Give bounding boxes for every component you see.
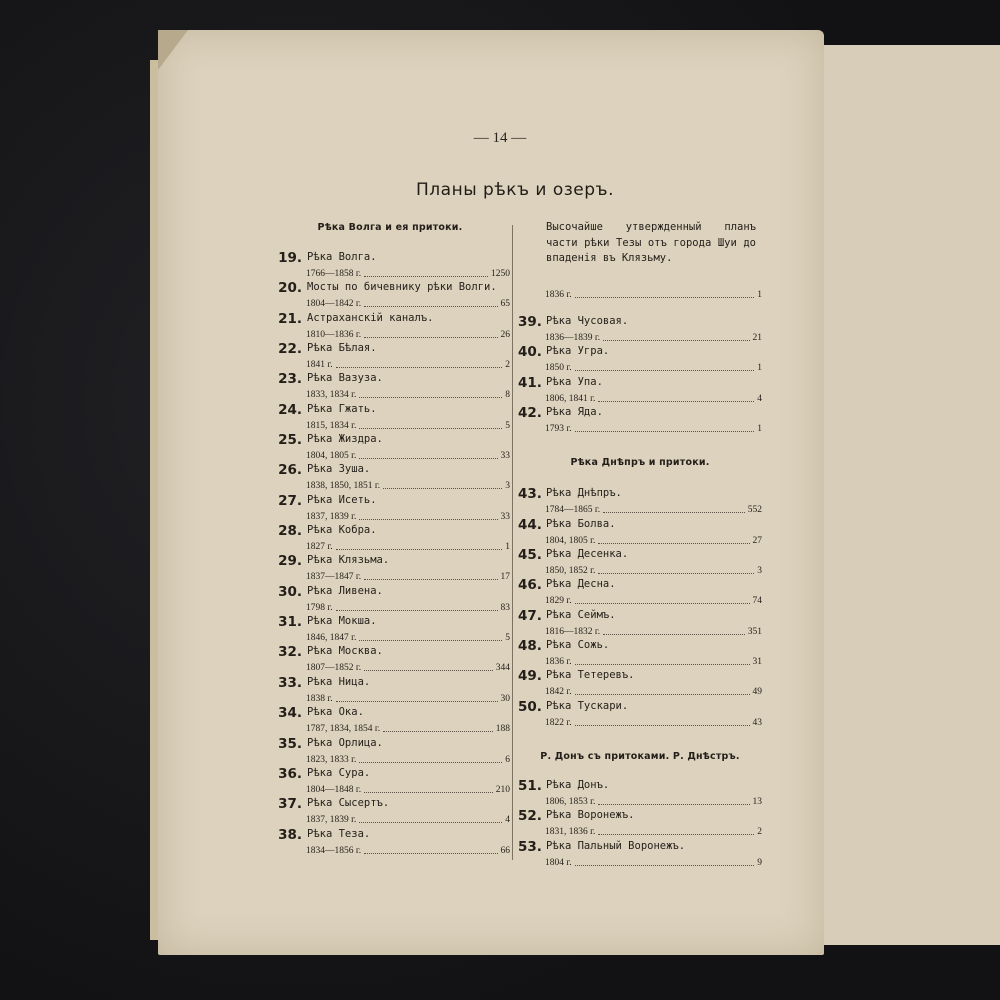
entry-number: 29. xyxy=(278,553,302,570)
leader-dots xyxy=(598,542,749,544)
entry-meta xyxy=(545,685,762,697)
entry-years: 1829 г. xyxy=(545,596,572,607)
entry-number: 32. xyxy=(278,644,302,661)
entry-name: Рѣка Клязьма. xyxy=(307,554,390,567)
entry-years: 1834—1856 г. xyxy=(306,845,362,856)
section-heading-don: Р. Донъ съ притоками. Р. Днѣстръ. xyxy=(540,751,740,763)
section-heading-volga: Рѣка Волга и ея притоки. xyxy=(317,222,463,233)
entry-years: 1838, 1850, 1851 г. xyxy=(306,481,381,492)
list-item xyxy=(518,699,762,729)
entry-years: 1807—1852 г. xyxy=(306,663,362,674)
leader-dots xyxy=(364,852,497,854)
entry-count: 43 xyxy=(752,717,762,728)
entry-meta xyxy=(306,297,510,309)
entry-count: 1 xyxy=(757,424,762,435)
entry-count: 17 xyxy=(500,572,510,583)
entry-name: Рѣка Гжать. xyxy=(307,402,377,415)
entry-number: 40. xyxy=(518,344,542,361)
leader-dots xyxy=(575,693,750,695)
entry-count: 210 xyxy=(495,784,510,795)
entry-name: Рѣка Жиздра. xyxy=(307,433,383,446)
list-item xyxy=(270,280,510,310)
entry-years: 1806, 1841 г. xyxy=(545,393,596,404)
entry-years: 1838 г. xyxy=(306,693,333,704)
entry-meta xyxy=(545,625,762,637)
leader-dots xyxy=(575,430,755,432)
entry-count: 1 xyxy=(505,542,510,553)
facing-page xyxy=(818,45,1000,945)
leader-dots xyxy=(336,700,498,702)
leader-dots xyxy=(364,578,497,580)
leader-dots xyxy=(575,663,750,665)
intro-years: 1836 г. xyxy=(545,290,572,300)
entry-number: 26. xyxy=(278,462,302,479)
entry-name: Рѣка Ливена. xyxy=(307,584,383,597)
list-item xyxy=(518,668,762,698)
page-number: — 14 — xyxy=(473,130,527,146)
column-divider xyxy=(512,225,513,860)
list-item xyxy=(270,644,510,674)
leader-dots xyxy=(598,400,754,402)
entry-name: Рѣка Бѣлая. xyxy=(307,342,377,355)
entry-number: 50. xyxy=(518,698,542,715)
entry-count: 26 xyxy=(500,329,510,340)
entry-count: 188 xyxy=(495,724,510,735)
list-item xyxy=(270,523,510,553)
entry-years: 1766—1858 г. xyxy=(306,269,362,279)
entry-count: 65 xyxy=(500,299,510,310)
entry-name: Рѣка Тускари. xyxy=(546,699,629,712)
entry-meta xyxy=(545,361,762,373)
entry-meta xyxy=(545,392,762,404)
entry-meta xyxy=(306,267,510,279)
entry-years: 1831, 1836 г. xyxy=(545,827,596,838)
entry-count: 344 xyxy=(495,663,510,674)
entry-number: 33. xyxy=(278,674,302,691)
entry-count: 74 xyxy=(752,596,762,607)
entry-number: 19. xyxy=(278,250,302,266)
entry-years: 1836—1839 г. xyxy=(545,333,601,343)
entry-years: 1798 г. xyxy=(306,602,333,613)
entry-years: 1823, 1833 г. xyxy=(306,754,357,765)
entry-years: 1804—1848 г. xyxy=(306,784,362,795)
entry-meta xyxy=(545,534,762,546)
leader-dots xyxy=(364,791,493,793)
list-item xyxy=(270,827,510,857)
entry-name: Рѣка Пальный Воронежъ. xyxy=(546,839,686,852)
leader-dots xyxy=(359,639,502,641)
leader-dots xyxy=(603,511,745,513)
entry-meta xyxy=(306,813,510,825)
entry-count: 3 xyxy=(757,566,762,577)
entry-number: 53. xyxy=(518,838,542,855)
leader-dots xyxy=(336,609,498,611)
entry-count: 1250 xyxy=(491,269,510,279)
entry-number: 38. xyxy=(278,826,302,843)
leader-dots xyxy=(359,761,502,763)
leader-dots xyxy=(359,821,502,823)
entry-number: 21. xyxy=(278,310,302,327)
entry-count: 31 xyxy=(752,657,762,668)
entry-years: 1842 г. xyxy=(545,687,572,698)
entry-years: 1804 г. xyxy=(545,857,572,868)
entry-meta xyxy=(545,503,762,515)
entry-count: 33 xyxy=(500,511,510,522)
entry-meta xyxy=(545,594,762,606)
list-item xyxy=(270,432,510,462)
entry-meta xyxy=(306,479,510,491)
entry-meta xyxy=(545,825,762,837)
entry-name: Рѣка Вазуза. xyxy=(307,372,383,385)
entry-number: 27. xyxy=(278,492,302,509)
entry-years: 1833, 1834 г. xyxy=(306,390,357,401)
entry-meta xyxy=(306,783,510,795)
entry-name: Рѣка Угра. xyxy=(546,345,610,358)
entry-name: Рѣка Орлица. xyxy=(307,736,383,749)
entry-number: 41. xyxy=(518,374,542,391)
list-item xyxy=(270,705,510,735)
entry-meta xyxy=(306,419,510,431)
list-item xyxy=(270,250,510,280)
list-item xyxy=(518,577,762,607)
entry-meta xyxy=(306,661,510,673)
entry-number: 22. xyxy=(278,341,302,358)
leader-dots xyxy=(336,366,503,368)
intro-entry xyxy=(518,216,762,314)
entry-meta xyxy=(306,449,510,461)
entry-name: Рѣка Десна. xyxy=(546,578,616,591)
leader-dots xyxy=(598,803,749,805)
right-entries-list-b xyxy=(518,486,762,729)
entry-name: Рѣка Десенка. xyxy=(546,548,629,561)
entry-name: Рѣка Волга. xyxy=(307,251,377,263)
entry-name: Мосты по бичевнику рѣки Волги. xyxy=(307,281,497,294)
leader-dots xyxy=(575,369,755,371)
entry-count: 13 xyxy=(752,797,762,808)
entry-number: 36. xyxy=(278,765,302,782)
entry-count: 5 xyxy=(505,420,510,431)
entry-number: 51. xyxy=(518,778,542,795)
entry-meta xyxy=(545,564,762,576)
entry-number: 31. xyxy=(278,614,302,631)
leader-dots xyxy=(603,633,745,635)
entry-name: Астраханскій каналъ. xyxy=(307,311,434,324)
intro-text: Высочайше утвержденный планъ части рѣки Тезы отъ города Шуи до впаденія въ Клязьму. xyxy=(546,221,756,264)
list-item xyxy=(270,553,510,583)
list-item xyxy=(518,608,762,638)
entry-count: 27 xyxy=(752,535,762,546)
entry-meta xyxy=(545,655,762,667)
entry-years: 1793 г. xyxy=(545,424,572,435)
entry-years: 1815, 1834 г. xyxy=(306,420,357,431)
list-item xyxy=(518,517,762,547)
entry-years: 1787, 1834, 1854 г. xyxy=(306,724,381,735)
leader-dots xyxy=(359,427,502,429)
list-item xyxy=(270,584,510,614)
entry-name: Рѣка Сура. xyxy=(307,766,371,779)
list-item xyxy=(518,486,762,516)
leader-dots xyxy=(359,457,497,459)
list-item xyxy=(270,311,510,341)
entry-years: 1850, 1852 г. xyxy=(545,566,596,577)
entry-meta xyxy=(306,510,510,522)
entry-meta xyxy=(545,795,762,807)
list-item xyxy=(270,462,510,492)
entry-count: 4 xyxy=(505,815,510,826)
entry-number: 52. xyxy=(518,808,542,825)
entry-name: Рѣка Сеймъ. xyxy=(546,608,616,621)
list-item xyxy=(270,371,510,401)
intro-meta xyxy=(545,288,762,300)
entry-count: 83 xyxy=(500,602,510,613)
entry-name: Рѣка Днѣпръ. xyxy=(546,487,622,500)
entry-name: Рѣка Зуша. xyxy=(307,463,371,476)
list-item xyxy=(270,341,510,371)
entry-meta xyxy=(306,358,510,370)
entry-name: Рѣка Исеть. xyxy=(307,493,377,506)
entry-count: 4 xyxy=(757,393,762,404)
entry-years: 1827 г. xyxy=(306,542,333,553)
entry-meta xyxy=(306,328,510,340)
list-item xyxy=(270,493,510,523)
list-item xyxy=(270,402,510,432)
entry-count: 66 xyxy=(500,845,510,856)
leader-dots xyxy=(575,602,750,604)
entry-number: 45. xyxy=(518,547,542,564)
entry-count: 552 xyxy=(747,505,762,516)
entry-meta xyxy=(545,716,762,728)
entry-years: 1804—1842 г. xyxy=(306,299,362,310)
entry-years: 1810—1836 г. xyxy=(306,329,362,340)
entry-meta xyxy=(306,844,510,856)
right-entries-list-c xyxy=(518,778,762,869)
entry-number: 34. xyxy=(278,705,302,722)
leader-dots xyxy=(336,548,503,550)
list-item xyxy=(270,614,510,644)
entry-name: Рѣка Упа. xyxy=(546,375,603,388)
entry-name: Рѣка Воронежъ. xyxy=(546,809,635,822)
leader-dots xyxy=(603,339,749,341)
entry-number: 20. xyxy=(278,280,302,297)
entry-number: 43. xyxy=(518,486,542,503)
entry-number: 23. xyxy=(278,371,302,388)
entry-name: Рѣка Болва. xyxy=(546,517,616,530)
entry-years: 1816—1832 г. xyxy=(545,626,601,637)
entry-meta xyxy=(306,753,510,765)
leader-dots xyxy=(598,572,754,574)
entry-count: 49 xyxy=(752,687,762,698)
entry-name: Рѣка Ока. xyxy=(307,706,364,719)
entry-name: Рѣка Москва. xyxy=(307,645,383,658)
entry-name: Рѣка Теза. xyxy=(307,827,371,840)
entry-meta xyxy=(306,722,510,734)
entry-count: 6 xyxy=(505,754,510,765)
entry-years: 1846, 1847 г. xyxy=(306,633,357,644)
entry-years: 1804, 1805 г. xyxy=(545,535,596,546)
leader-dots xyxy=(364,305,497,307)
entry-count: 5 xyxy=(505,633,510,644)
entry-years: 1804, 1805 г. xyxy=(306,451,357,462)
list-item xyxy=(518,405,762,435)
entry-number: 42. xyxy=(518,405,542,422)
entry-number: 24. xyxy=(278,401,302,418)
list-item xyxy=(270,675,510,705)
entry-number: 44. xyxy=(518,516,542,533)
entry-name: Рѣка Чусовая. xyxy=(546,315,629,327)
list-item xyxy=(518,839,762,869)
entry-number: 30. xyxy=(278,583,302,600)
list-item xyxy=(518,778,762,808)
entry-count: 3 xyxy=(505,481,510,492)
leader-dots xyxy=(364,275,488,277)
leader-dots xyxy=(383,487,502,489)
entry-number: 39. xyxy=(518,314,542,330)
leader-dots xyxy=(575,296,755,298)
entry-name: Рѣка Ница. xyxy=(307,675,371,688)
entry-number: 37. xyxy=(278,796,302,813)
leader-dots xyxy=(364,669,493,671)
entry-meta xyxy=(306,601,510,613)
list-item xyxy=(518,547,762,577)
entry-name: Рѣка Сожь. xyxy=(546,639,610,652)
list-item xyxy=(518,638,762,668)
entry-name: Рѣка Донъ. xyxy=(546,779,610,792)
entry-number: 35. xyxy=(278,735,302,752)
list-item xyxy=(518,314,762,344)
leader-dots xyxy=(598,833,754,835)
entry-count: 30 xyxy=(500,693,510,704)
left-entries-list xyxy=(270,250,510,857)
entry-count: 2 xyxy=(505,360,510,371)
entry-name: Рѣка Кобра. xyxy=(307,524,377,537)
entry-count: 21 xyxy=(752,333,762,343)
leader-dots xyxy=(575,864,755,866)
entry-meta xyxy=(545,331,762,343)
list-item xyxy=(518,344,762,374)
entry-name: Рѣка Яда. xyxy=(546,406,603,419)
entry-name: Рѣка Тетеревъ. xyxy=(546,669,635,682)
entry-number: 49. xyxy=(518,668,542,685)
entry-number: 47. xyxy=(518,607,542,624)
entry-meta xyxy=(306,540,510,552)
leader-dots xyxy=(383,730,493,732)
right-entries-list-a xyxy=(518,314,762,435)
entry-years: 1837, 1839 г. xyxy=(306,511,357,522)
entry-count: 2 xyxy=(757,827,762,838)
entry-meta xyxy=(306,388,510,400)
entry-years: 1836 г. xyxy=(545,657,572,668)
entry-count: 8 xyxy=(505,390,510,401)
entry-name: Рѣка Сысертъ. xyxy=(307,797,390,810)
left-column xyxy=(270,222,510,857)
entry-name: Рѣка Мокша. xyxy=(307,615,377,628)
entry-number: 46. xyxy=(518,577,542,594)
entry-years: 1806, 1853 г. xyxy=(545,797,596,808)
list-item xyxy=(270,796,510,826)
entry-number: 28. xyxy=(278,523,302,540)
page-title: Планы рѣкъ и озеръ. xyxy=(416,180,614,200)
list-item xyxy=(518,808,762,838)
leader-dots xyxy=(359,396,502,398)
list-item xyxy=(518,375,762,405)
entry-years: 1841 г. xyxy=(306,360,333,371)
entry-meta xyxy=(545,856,762,868)
entry-count: 1 xyxy=(757,363,762,374)
entry-meta xyxy=(545,422,762,434)
intro-count: 1 xyxy=(757,290,762,300)
entry-meta xyxy=(306,631,510,643)
entry-years: 1837—1847 г. xyxy=(306,572,362,583)
entry-years: 1784—1865 г. xyxy=(545,505,601,516)
entry-meta xyxy=(306,692,510,704)
leader-dots xyxy=(359,518,497,520)
entry-count: 351 xyxy=(747,626,762,637)
list-item xyxy=(270,766,510,796)
entry-years: 1850 г. xyxy=(545,363,572,374)
entry-years: 1837, 1839 г. xyxy=(306,815,357,826)
entry-number: 25. xyxy=(278,432,302,449)
leader-dots xyxy=(575,724,750,726)
entry-count: 33 xyxy=(500,451,510,462)
right-column xyxy=(518,216,762,869)
entry-years: 1822 г. xyxy=(545,717,572,728)
leader-dots xyxy=(364,336,497,338)
entry-number: 48. xyxy=(518,638,542,655)
entry-meta xyxy=(306,570,510,582)
section-heading-dnepr: Рѣка Днѣпръ и притоки. xyxy=(570,457,710,469)
entry-count: 9 xyxy=(757,857,762,868)
list-item xyxy=(270,736,510,766)
